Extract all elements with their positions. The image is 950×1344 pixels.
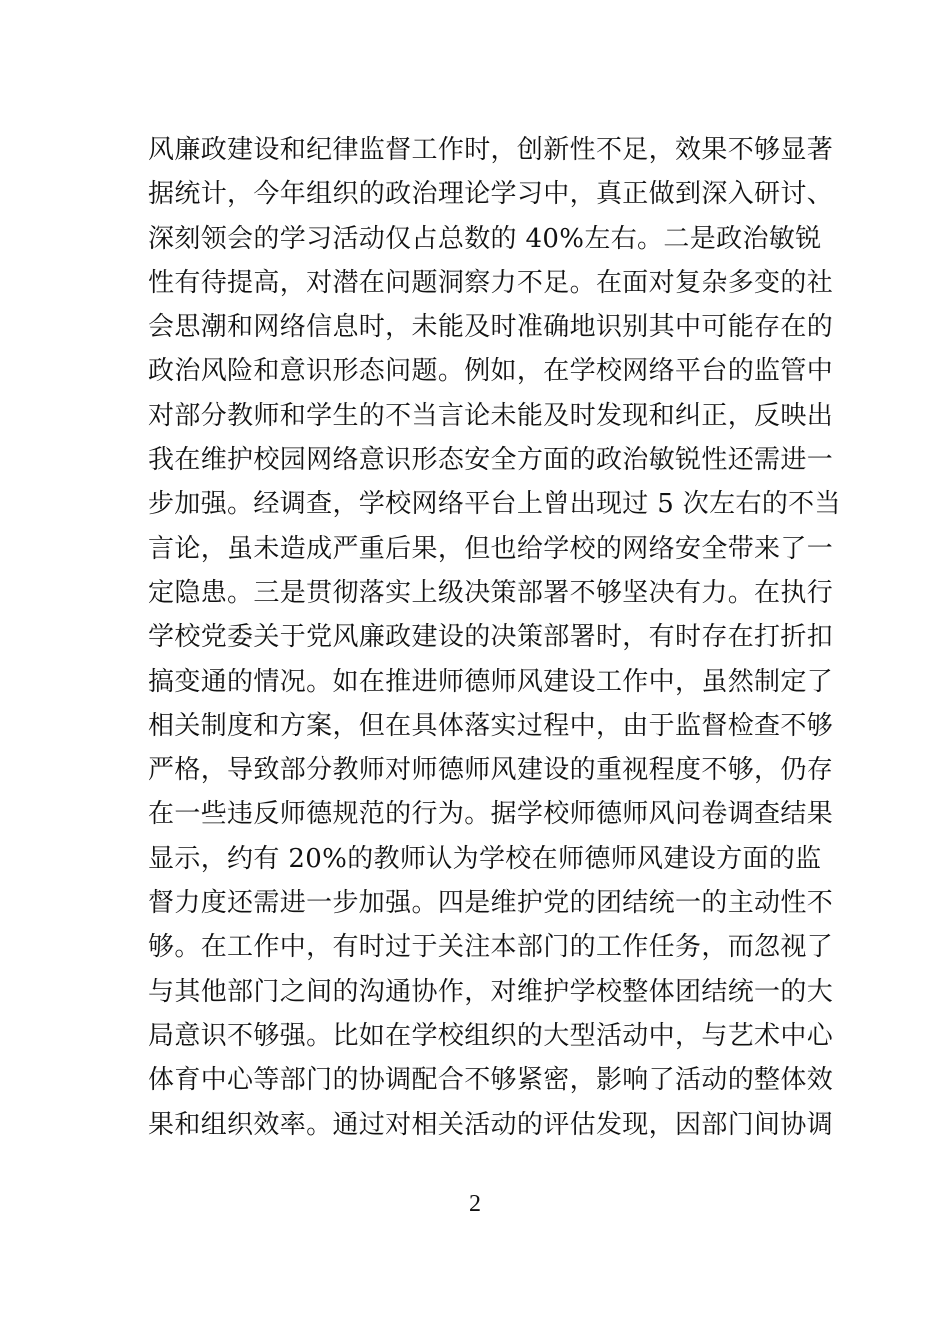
- text-line: 相关制度和方案，但在具体落实过程中，由于监督检查不够: [148, 710, 834, 741]
- text-line: 严格，导致部分教师对师德师风建设的重视程度不够，仍存: [148, 755, 834, 786]
- text-line: 与其他部门之间的沟通协作，对维护学校整体团结统一的大: [148, 976, 834, 1007]
- text-line: 搞变通的情况。如在推进师德师风建设工作中，虽然制定了: [148, 666, 834, 697]
- text-line: 在一些违反师德规范的行为。据学校师德师风问卷调查结果: [148, 799, 834, 830]
- text-line: 学校党委关于党风廉政建设的决策部署时，有时存在打折扣: [148, 622, 834, 653]
- text-line: 深刻领会的学习活动仅占总数的 40%左右。二是政治敏锐: [148, 223, 822, 254]
- text-line: 督力度还需进一步加强。四是维护党的团结统一的主动性不: [148, 888, 834, 919]
- text-line: 局意识不够强。比如在学校组织的大型活动中，与艺术中心: [148, 1020, 834, 1051]
- text-line: 言论，虽未造成严重后果，但也给学校的网络安全带来了一: [148, 533, 834, 564]
- text-line: 对部分教师和学生的不当言论未能及时发现和纠正，反映出: [148, 400, 834, 431]
- text-line: 步加强。经调查，学校网络平台上曾出现过 5 次左右的不当: [148, 489, 841, 520]
- text-line: 够。在工作中，有时过于关注本部门的工作任务，而忽视了: [148, 932, 834, 963]
- text-line: 我在维护校园网络意识形态安全方面的政治敏锐性还需进一: [148, 445, 834, 476]
- text-line: 体育中心等部门的协调配合不够紧密，影响了活动的整体效: [148, 1065, 834, 1096]
- page-number: 2: [469, 1191, 481, 1217]
- text-line: 风廉政建设和纪律监督工作时，创新性不足，效果不够显著: [148, 135, 834, 165]
- text-line: 果和组织效率。通过对相关活动的评估发现，因部门间协调: [148, 1109, 834, 1140]
- text-line: 会思潮和网络信息时，未能及时准确地识别其中可能存在的: [148, 312, 834, 343]
- body-text: [148, 128, 841, 1147]
- text-line: 定隐患。三是贯彻落实上级决策部署不够坚决有力。在执行: [148, 577, 834, 608]
- text-line: 性有待提高，对潜在问题洞察力不足。在面对复杂多变的社: [148, 267, 834, 298]
- text-line: 据统计，今年组织的政治理论学习中，真正做到深入研讨、: [148, 179, 834, 210]
- text-line: 政治风险和意识形态问题。例如，在学校网络平台的监管中: [148, 356, 834, 387]
- text-line: 显示，约有 20%的教师认为学校在师德师风建设方面的监: [148, 843, 822, 874]
